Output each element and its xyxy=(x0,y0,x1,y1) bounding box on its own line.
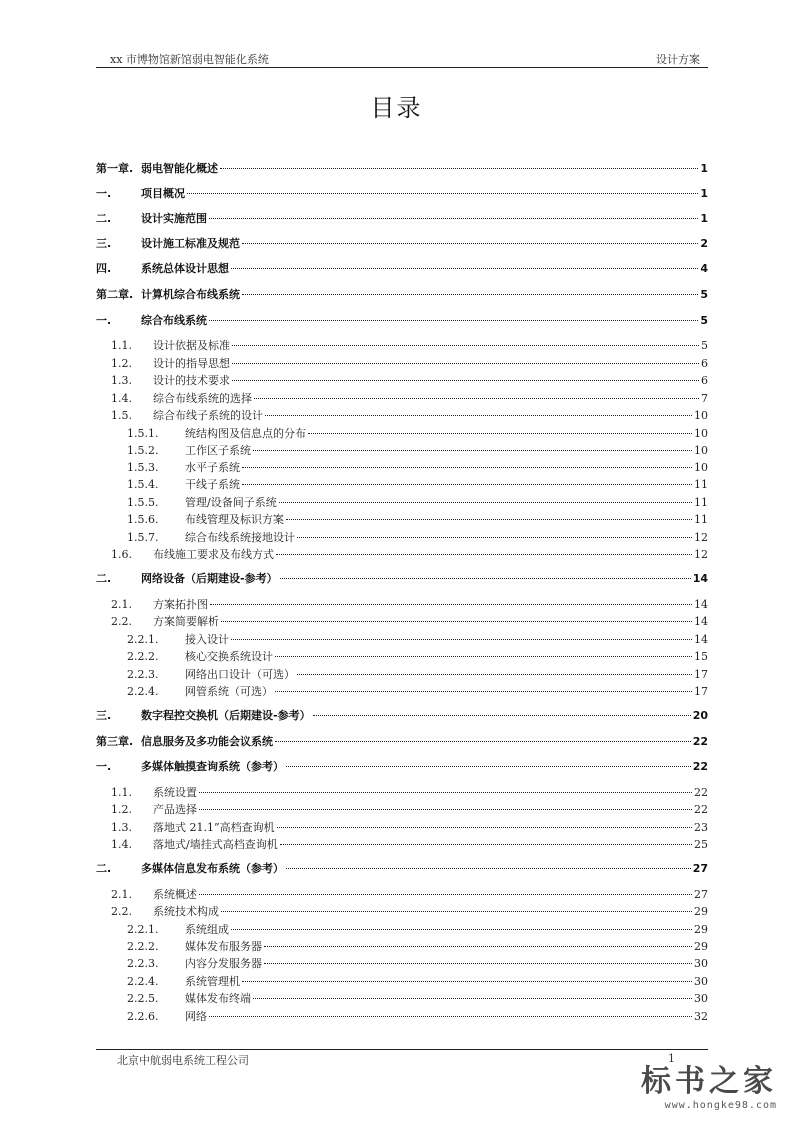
toc-entry-number: 1.6. xyxy=(111,548,132,561)
toc-entry[interactable] xyxy=(96,973,708,989)
toc-entry-title: 设计的指导思想 xyxy=(153,357,230,370)
toc-dot-leader xyxy=(242,981,692,982)
toc-entry-title: 设计实施范围 xyxy=(141,212,207,225)
toc-entry-page: 17 xyxy=(694,685,708,698)
toc-entry-number: 1.4. xyxy=(111,838,132,851)
toc-entry[interactable] xyxy=(96,425,708,441)
toc-entry-page: 23 xyxy=(694,821,708,834)
toc-entry-title: 多媒体触摸查询系统（参考） xyxy=(141,760,284,773)
watermark xyxy=(617,1064,777,1114)
toc-entry-title: 水平子系统 xyxy=(185,461,240,474)
toc-dot-leader xyxy=(275,741,691,742)
toc-entry-page: 30 xyxy=(694,992,708,1005)
toc-dot-leader xyxy=(276,554,692,555)
toc-entry-number: 2.2.4. xyxy=(127,975,159,988)
toc-dot-leader xyxy=(232,345,699,346)
toc-entry[interactable] xyxy=(96,784,708,800)
toc-entry-number: 三. xyxy=(96,709,112,722)
toc-dot-leader xyxy=(209,1016,692,1017)
toc-entry[interactable] xyxy=(96,355,708,371)
toc-dot-leader xyxy=(279,502,692,503)
toc-entry-page: 11 xyxy=(694,513,708,526)
toc-entry-number: 1.1. xyxy=(111,339,132,352)
toc-dot-leader xyxy=(242,467,692,468)
toc-entry[interactable] xyxy=(96,185,708,201)
toc-entry-page: 17 xyxy=(694,668,708,681)
toc-entry-page: 12 xyxy=(694,548,708,561)
toc-dot-leader xyxy=(253,998,692,999)
toc-entry-number: 第二章. xyxy=(96,288,134,301)
toc-dot-leader xyxy=(275,656,692,657)
toc-entry-number: 2.2.4. xyxy=(127,685,159,698)
toc-entry[interactable] xyxy=(96,494,708,510)
toc-entry-number: 1.5.4. xyxy=(127,478,159,491)
page-title: 目录 xyxy=(370,94,423,122)
toc-entry-title: 数字程控交换机（后期建设-参考） xyxy=(141,709,311,722)
toc-entry-number: 第三章. xyxy=(96,735,134,748)
toc-entry[interactable] xyxy=(96,337,708,353)
toc-entry-number: 一. xyxy=(96,314,112,327)
toc-entry[interactable] xyxy=(96,836,708,852)
toc-entry-title: 网络设备（后期建设-参考） xyxy=(141,572,278,585)
toc-dot-leader xyxy=(286,766,691,767)
toc-entry[interactable] xyxy=(96,801,708,817)
toc-entry-title: 系统技术构成 xyxy=(153,905,219,918)
toc-entry-title: 干线子系统 xyxy=(185,478,240,491)
toc-entry-number: 三. xyxy=(96,237,112,250)
toc-entry-number: 1.5.6. xyxy=(127,513,159,526)
toc-dot-leader xyxy=(297,537,692,538)
toc-entry-page: 22 xyxy=(692,735,708,748)
toc-entry-number: 二. xyxy=(96,212,112,225)
footer-page-number: 1 xyxy=(668,1052,675,1065)
toc-entry-page: 14 xyxy=(694,598,708,611)
toc-entry[interactable] xyxy=(96,990,708,1006)
toc-entry[interactable] xyxy=(96,390,708,406)
toc-entry-page: 6 xyxy=(701,374,708,387)
toc-entry-number: 1.2. xyxy=(111,357,132,370)
toc-entry-title: 多媒体信息发布系统（参考） xyxy=(141,862,284,875)
toc-entry[interactable] xyxy=(96,570,708,586)
toc-entry-number: 2.2. xyxy=(111,615,132,628)
toc-entry-title: 落地式 21.1”高档查询机 xyxy=(153,821,275,834)
footer-company: 北京中航弱电系统工程公司 xyxy=(117,1054,249,1067)
toc-dot-leader xyxy=(231,268,698,269)
toc-entry-number: 2.2. xyxy=(111,905,132,918)
toc-entry-number: 一. xyxy=(96,187,112,200)
toc-entry[interactable] xyxy=(96,860,708,876)
toc-entry-number: 1.5.2. xyxy=(127,444,159,457)
toc-entry-number: 2.2.3. xyxy=(127,957,159,970)
toc-dot-leader xyxy=(242,294,698,295)
toc-entry-page: 6 xyxy=(701,357,708,370)
toc-entry-title: 内容分发服务器 xyxy=(185,957,262,970)
toc-entry[interactable] xyxy=(96,666,708,682)
toc-entry-title: 系统概述 xyxy=(153,888,197,901)
toc-entry[interactable] xyxy=(96,938,708,954)
toc-entry-title: 系统组成 xyxy=(185,923,229,936)
toc-dot-leader xyxy=(308,433,692,434)
toc-entry-page: 25 xyxy=(694,838,708,851)
toc-entry-number: 2.2.2. xyxy=(127,650,159,663)
toc-dot-leader xyxy=(232,363,699,364)
toc-entry-title: 产品选择 xyxy=(153,803,197,816)
toc-entry[interactable] xyxy=(96,476,708,492)
toc-entry-page: 1 xyxy=(700,187,708,200)
toc-dot-leader xyxy=(231,639,692,640)
toc-entry[interactable] xyxy=(96,613,708,629)
toc-entry[interactable] xyxy=(96,683,708,699)
toc-entry-page: 30 xyxy=(694,957,708,970)
toc-entry[interactable] xyxy=(96,648,708,664)
toc-entry-number: 2.2.2. xyxy=(127,940,159,953)
toc-entry-number: 1.5.5. xyxy=(127,496,159,509)
toc-entry-title: 信息服务及多功能会议系统 xyxy=(141,735,273,748)
toc-entry-page: 15 xyxy=(694,650,708,663)
toc-entry-page: 10 xyxy=(694,409,708,422)
toc-entry[interactable] xyxy=(96,819,708,835)
toc-entry-page: 4 xyxy=(700,262,708,275)
toc-entry-page: 32 xyxy=(694,1010,708,1023)
toc-entry-title: 管理/设备间子系统 xyxy=(185,496,277,509)
toc-entry[interactable] xyxy=(96,286,708,302)
toc-entry-number: 2.1. xyxy=(111,598,132,611)
toc-dot-leader xyxy=(253,450,692,451)
toc-dot-leader xyxy=(254,398,699,399)
toc-entry-title: 工作区子系统 xyxy=(185,444,251,457)
toc-entry[interactable] xyxy=(96,955,708,971)
toc-entry[interactable] xyxy=(96,372,708,388)
toc-entry-title: 落地式/墙挂式高档查询机 xyxy=(153,838,278,851)
toc-entry-page: 1 xyxy=(700,212,708,225)
toc-entry-title: 系统总体设计思想 xyxy=(141,262,229,275)
toc-entry-number: 第一章. xyxy=(96,162,134,175)
toc-entry-title: 设计的技术要求 xyxy=(153,374,230,387)
toc-entry-title: 设计依据及标准 xyxy=(153,339,230,352)
toc-dot-leader xyxy=(280,844,692,845)
toc-entry[interactable] xyxy=(96,903,708,919)
toc-entry-title: 媒体发布终端 xyxy=(185,992,251,1005)
toc-entry[interactable] xyxy=(96,160,708,176)
header-project-title: xx 市博物馆新馆弱电智能化系统 xyxy=(110,53,269,66)
toc-dot-leader xyxy=(265,415,692,416)
toc-entry[interactable] xyxy=(96,235,708,251)
toc-dot-leader xyxy=(313,715,691,716)
toc-entry-title: 布线施工要求及布线方式 xyxy=(153,548,274,561)
toc-entry-title: 系统管理机 xyxy=(185,975,240,988)
toc-entry[interactable] xyxy=(96,546,708,562)
watermark-logo: 标书之家 xyxy=(641,1064,777,1099)
toc-entry-page: 14 xyxy=(692,572,708,585)
toc-entry-page: 30 xyxy=(694,975,708,988)
toc-dot-leader xyxy=(199,792,692,793)
toc-entry-page: 29 xyxy=(694,940,708,953)
toc-entry-title: 综合布线系统 xyxy=(141,314,207,327)
toc-dot-leader xyxy=(221,621,692,622)
toc-entry-title: 系统设置 xyxy=(153,786,197,799)
toc-dot-leader xyxy=(242,484,692,485)
toc-entry-page: 14 xyxy=(694,615,708,628)
toc-entry-page: 11 xyxy=(694,496,708,509)
toc-entry[interactable] xyxy=(96,733,708,749)
toc-entry-page: 1 xyxy=(700,162,708,175)
toc-entry-title: 弱电智能化概述 xyxy=(141,162,218,175)
toc-entry-page: 12 xyxy=(694,531,708,544)
toc-entry-title: 媒体发布服务器 xyxy=(185,940,262,953)
toc-entry-number: 2.2.1. xyxy=(127,633,159,646)
toc-dot-leader xyxy=(286,868,691,869)
toc-dot-leader xyxy=(280,578,691,579)
toc-entry-title: 方案简要解析 xyxy=(153,615,219,628)
watermark-url: www.hongke98.com xyxy=(664,1100,777,1111)
toc-entry-number: 1.5.1. xyxy=(127,427,159,440)
toc-entry-number: 2.1. xyxy=(111,888,132,901)
toc-entry-page: 2 xyxy=(700,237,708,250)
toc-entry[interactable] xyxy=(96,596,708,612)
toc-dot-leader xyxy=(286,519,692,520)
toc-entry-page: 29 xyxy=(694,923,708,936)
toc-entry-title: 计算机综合布线系统 xyxy=(141,288,240,301)
toc-entry[interactable] xyxy=(96,459,708,475)
toc-entry-page: 22 xyxy=(694,786,708,799)
toc-entry[interactable] xyxy=(96,407,708,423)
toc-entry-number: 2.2.5. xyxy=(127,992,159,1005)
toc-entry-title: 综合布线系统的选择 xyxy=(153,392,252,405)
toc-entry-page: 10 xyxy=(694,444,708,457)
toc-dot-leader xyxy=(199,809,692,810)
toc-dot-leader xyxy=(264,963,692,964)
toc-entry-page: 10 xyxy=(694,461,708,474)
toc-entry[interactable] xyxy=(96,529,708,545)
toc-entry-page: 29 xyxy=(694,905,708,918)
toc-entry-page: 22 xyxy=(694,803,708,816)
toc-entry-number: 2.2.3. xyxy=(127,668,159,681)
toc-entry-number: 1.2. xyxy=(111,803,132,816)
toc-entry[interactable] xyxy=(96,921,708,937)
toc-dot-leader xyxy=(231,929,692,930)
toc-entry-number: 1.5.3. xyxy=(127,461,159,474)
toc-entry-number: 1.3. xyxy=(111,374,132,387)
toc-entry-number: 2.2.1. xyxy=(127,923,159,936)
toc-entry-number: 1.3. xyxy=(111,821,132,834)
toc-entry-title: 综合布线系统接地设计 xyxy=(185,531,295,544)
toc-entry[interactable] xyxy=(96,511,708,527)
toc-dot-leader xyxy=(209,320,698,321)
toc-entry-title: 布线管理及标识方案 xyxy=(185,513,284,526)
toc-entry-number: 二. xyxy=(96,862,112,875)
header-doc-type: 设计方案 xyxy=(656,53,700,66)
toc-entry[interactable] xyxy=(96,886,708,902)
toc-dot-leader xyxy=(275,691,692,692)
toc-entry[interactable] xyxy=(96,707,708,723)
toc-entry-page: 22 xyxy=(692,760,708,773)
toc-entry-title: 网络出口设计（可选） xyxy=(185,668,295,681)
footer-rule xyxy=(96,1049,708,1050)
toc-entry[interactable] xyxy=(96,260,708,276)
toc-dot-leader xyxy=(264,946,692,947)
toc-entry-page: 27 xyxy=(694,888,708,901)
toc-entry-page: 5 xyxy=(701,339,708,352)
toc-entry-title: 接入设计 xyxy=(185,633,229,646)
toc-entry[interactable] xyxy=(96,1008,708,1024)
toc-entry-number: 1.5. xyxy=(111,409,132,422)
toc-entry-title: 项目概况 xyxy=(141,187,185,200)
toc-dot-leader xyxy=(187,193,698,194)
toc-dot-leader xyxy=(232,380,699,381)
toc-entry-number: 1.5.7. xyxy=(127,531,159,544)
toc-entry-number: 1.1. xyxy=(111,786,132,799)
toc-entry[interactable] xyxy=(96,631,708,647)
toc-dot-leader xyxy=(209,218,698,219)
toc-entry-title: 设计施工标准及规范 xyxy=(141,237,240,250)
toc-dot-leader xyxy=(242,243,698,244)
toc-entry-page: 10 xyxy=(694,427,708,440)
toc-dot-leader xyxy=(277,827,692,828)
toc-entry-number: 一. xyxy=(96,760,112,773)
toc-dot-leader xyxy=(297,674,692,675)
toc-entry-page: 14 xyxy=(694,633,708,646)
toc-entry-number: 2.2.6. xyxy=(127,1010,159,1023)
toc-dot-leader xyxy=(221,911,692,912)
toc-entry[interactable] xyxy=(96,210,708,226)
toc-dot-leader xyxy=(210,604,692,605)
toc-entry[interactable] xyxy=(96,758,708,774)
toc-entry-title: 统结构图及信息点的分布 xyxy=(185,427,306,440)
toc-entry-title: 方案拓扑图 xyxy=(153,598,208,611)
toc-entry[interactable] xyxy=(96,442,708,458)
toc-entry-page: 5 xyxy=(700,288,708,301)
toc-entry-page: 7 xyxy=(701,392,708,405)
toc-entry-title: 综合布线子系统的设计 xyxy=(153,409,263,422)
toc-entry-title: 网管系统（可选） xyxy=(185,685,273,698)
toc-entry-page: 27 xyxy=(692,862,708,875)
toc-entry-number: 四. xyxy=(96,262,112,275)
toc-entry-number: 二. xyxy=(96,572,112,585)
toc-entry-title: 网络 xyxy=(185,1010,207,1023)
toc-entry-title: 核心交换系统设计 xyxy=(185,650,273,663)
toc-entry-page: 11 xyxy=(694,478,708,491)
toc-dot-leader xyxy=(220,168,698,169)
toc-entry-number: 1.4. xyxy=(111,392,132,405)
toc-entry-page: 20 xyxy=(692,709,708,722)
toc-dot-leader xyxy=(199,894,692,895)
toc-entry-page: 5 xyxy=(700,314,708,327)
toc-entry[interactable] xyxy=(96,312,708,328)
